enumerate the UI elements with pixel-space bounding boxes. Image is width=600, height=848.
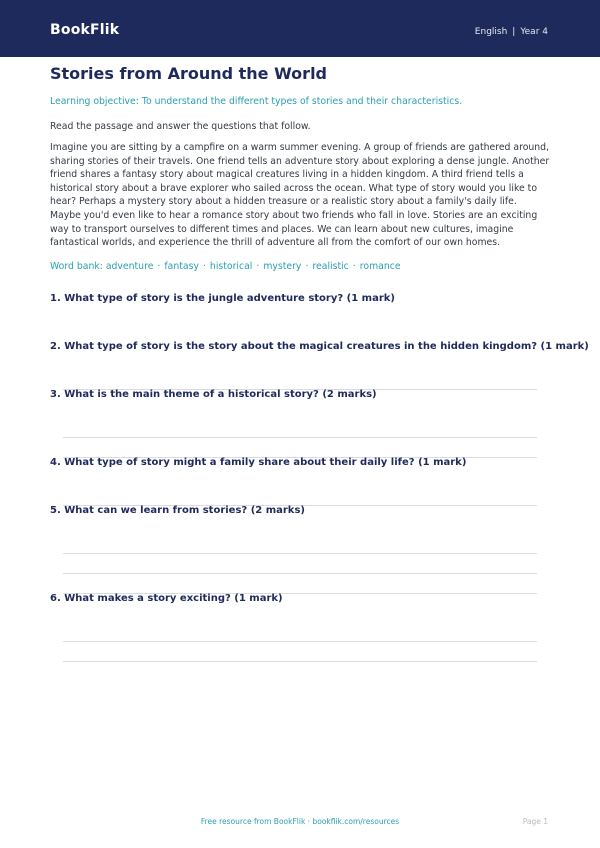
question-2: 2. What type of story is the story about the magical creatures in the hidden kingdom? (1 mark) [50, 341, 589, 352]
subject-year-meta [475, 27, 548, 37]
page-title: Stories from Around the World [50, 64, 327, 83]
word-separator: · [352, 261, 356, 272]
reading-passage: Imagine you are sitting by a campfire on a warm summer evening. A group of friends are gathered around, sharing stories of their travels. One friend tells an adventure story about exploring a dense jungle. Another friend shares a fantasy story about magical creatures living in a hidden kingdom. A third friend tells a historical story about a brave explorer who sailed across the ocean. What type of story would you like to hear? Perhaps a mystery story about a hidden treasure or a realistic story about a family's daily life. Maybe you'd even like to hear a romance story about two friends who fall in love. Stories are an exciting way to transport ourselves to different times and places. We can learn about new cultures, imagine fantastical worlds, and experience the thrill of adventure all from the comfort of our own homes. [50, 142, 550, 249]
word-separator: · [202, 261, 206, 272]
question-5: 5. What can we learn from stories? (2 marks) [50, 505, 305, 516]
question-6: 6. What makes a story exciting? (1 mark) [50, 593, 283, 604]
year-label: Year 4 [520, 27, 548, 37]
answer-line[interactable] [63, 641, 537, 642]
header-bar [0, 0, 600, 57]
answer-line[interactable] [63, 553, 537, 554]
word-separator: · [157, 261, 161, 272]
answer-line[interactable] [63, 661, 537, 662]
word-bank-word: romance [359, 261, 401, 272]
word-bank-label: Word bank: [50, 261, 103, 272]
footer-resource-link[interactable]: Free resource from BookFlik · bookflik.com/resources [200, 817, 400, 826]
word-bank [50, 261, 401, 272]
answer-line[interactable] [63, 437, 537, 438]
question-1: 1. What type of story is the jungle adventure story? (1 mark) [50, 293, 395, 304]
meta-separator: | [512, 27, 516, 37]
brand-logo[interactable]: BookFlik [50, 22, 120, 38]
word-bank-word: mystery [263, 261, 302, 272]
question-4: 4. What type of story might a family share about their daily life? (1 mark) [50, 457, 467, 468]
word-separator: · [305, 261, 309, 272]
page-number: Page 1 [522, 817, 548, 826]
learning-objective: Learning objective: To understand the different types of stories and their characteristics. [50, 96, 463, 107]
word-separator: · [256, 261, 260, 272]
answer-line[interactable] [63, 573, 537, 574]
word-bank-words [106, 261, 401, 272]
question-3: 3. What is the main theme of a historical story? (2 marks) [50, 389, 377, 400]
word-bank-word: realistic [312, 261, 349, 272]
word-bank-word: adventure [105, 261, 154, 272]
word-bank-word: historical [209, 261, 253, 272]
instruction-text: Read the passage and answer the questions that follow. [50, 121, 311, 132]
word-bank-word: fantasy [164, 261, 199, 272]
subject-label: English [474, 27, 508, 37]
